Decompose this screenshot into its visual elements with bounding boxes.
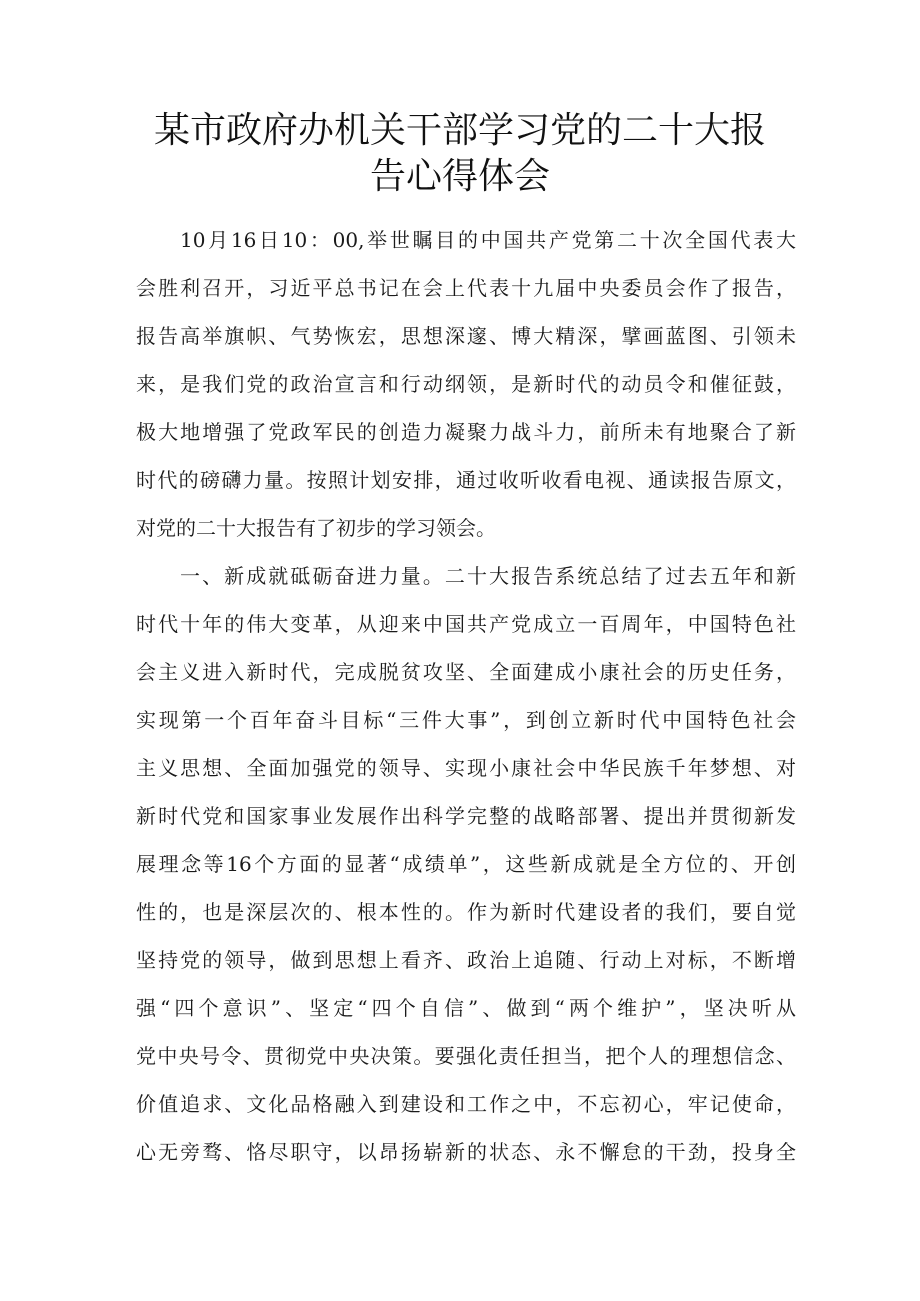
paragraph-line: 强“四个意识”、坚定“四个自信”、做到“两个维护”，坚决听从 (136, 996, 796, 1020)
paragraph-line: 会主义进入新时代，完成脱贫攻坚、全面建成小康社会的历史任务， (136, 660, 796, 684)
paragraph (136, 216, 796, 552)
paragraph-line: 主义思想、全面加强党的领导、实现小康社会中华民族千年梦想、对 (136, 756, 796, 780)
paragraph-line: 会胜利召开，习近平总书记在会上代表十九届中央委员会作了报告， (136, 276, 796, 300)
paragraph-line: 党中央号令、贯彻党中央决策。要强化责任担当，把个人的理想信念、 (136, 1044, 796, 1068)
paragraph-line: 展理念等16个方面的显著“成绩单”，这些新成就是全方位的、开创 (136, 852, 796, 876)
paragraph-line: 实现第一个百年奋斗目标“三件大事”，到创立新时代中国特色社会 (136, 708, 796, 732)
paragraph-line: 对党的二十大报告有了初步的学习领会。 (136, 516, 496, 540)
paragraph-line: 时代的磅礴力量。按照计划安排，通过收听收看电视、通读报告原文， (136, 468, 796, 492)
paragraph-line: 一、新成就砥砺奋进力量。二十大报告系统总结了过去五年和新 (180, 564, 796, 588)
paragraph-line: 价值追求、文化品格融入到建设和工作之中，不忘初心，牢记使命， (136, 1092, 796, 1116)
paragraph-line: 10月16日10：00,举世瞩目的中国共产党第二十次全国代表大 (180, 228, 796, 252)
document-body (136, 216, 796, 1176)
paragraph-line: 新时代党和国家事业发展作出科学完整的战略部署、提出并贯彻新发 (136, 804, 796, 828)
paragraph-line: 性的，也是深层次的、根本性的。作为新时代建设者的我们，要自觉 (136, 900, 796, 924)
paragraph-line: 报告高举旗帜、气势恢宏，思想深邃、博大精深，擘画蓝图、引领未 (136, 324, 796, 348)
paragraph (136, 552, 796, 1176)
paragraph-line: 坚持党的领导，做到思想上看齐、政治上追随、行动上对标，不断增 (136, 948, 796, 972)
title-line: 某市政府办机关干部学习党的二十大报 (153, 110, 766, 151)
paragraph-line: 来，是我们党的政治宣言和行动纲领，是新时代的动员令和催征鼓， (136, 372, 796, 396)
paragraph-line: 心无旁骛、恪尽职守，以昂扬崭新的状态、永不懈怠的干劲，投身全 (136, 1140, 796, 1164)
document-title (130, 108, 790, 200)
title-line: 告心得体会 (369, 156, 550, 197)
paragraph-line: 时代十年的伟大变革，从迎来中国共产党成立一百周年，中国特色社 (136, 612, 796, 636)
paragraph-line: 极大地增强了党政军民的创造力凝聚力战斗力，前所未有地聚合了新 (136, 420, 796, 444)
